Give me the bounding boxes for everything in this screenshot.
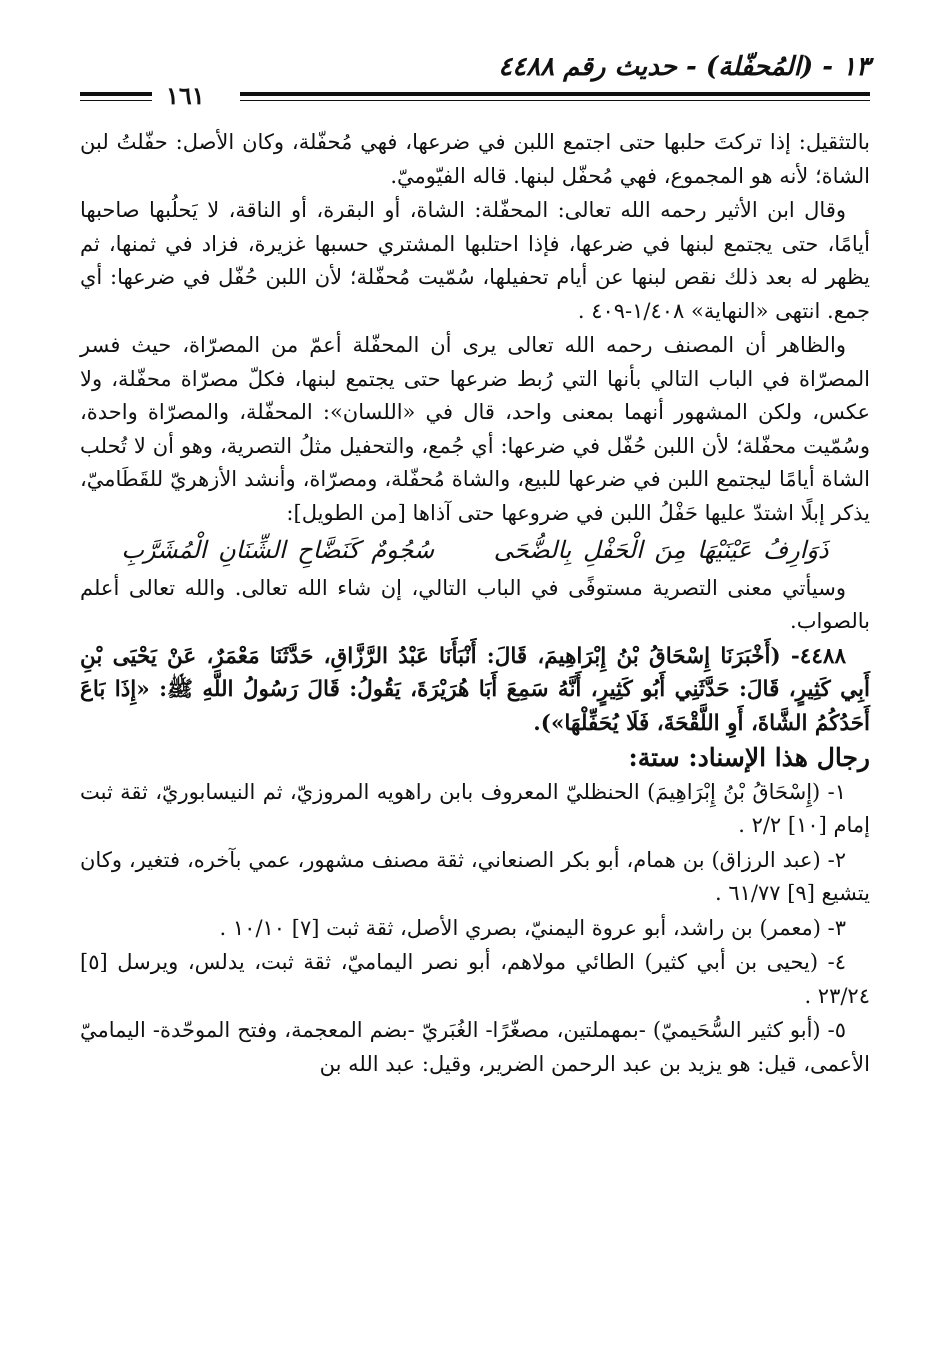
narrator-entry: ١- (إِسْحَاقُ بْنُ إِبْرَاهِيمَ) الحنظليّ المعروف بابن راهويه المروزيّ، ثم النيسابوريّ، ثقة ثبت إمام [١٠] ٢/٢ . bbox=[80, 779, 870, 837]
running-title: ١٣ - (المُحفّلة) - حديث رقم ٤٤٨٨ bbox=[498, 52, 870, 82]
section-title: رجال هذا الإسناد: ستة: bbox=[628, 743, 870, 772]
paragraph: بالتثقيل: إذا تركتَ حلبها حتى اجتمع اللبن في ضرعها، فهي مُحفّلة، وكان الأصل: حفّلتُ لبن الشاة؛ لأنه هو المجموع، فهي مُحفّل لبنها. قاله الفيّوميّ. bbox=[80, 130, 871, 188]
body-text bbox=[80, 126, 870, 1082]
hadith-text: ٤٤٨٨- (أَخْبَرَنَا إِسْحَاقُ بْنُ إِبْرَاهِيمَ، قَالَ: أَنْبَأَنَا عَبْدُ الرَّزَّاقِ، حَدَّثَنَا مَعْمَرٌ، عَنْ يَحْيَى بْنِ أَبِي كَثِيرٍ، قَالَ: حَدَّثَنِي أَبُو كَثِيرٍ، أَنَّهُ سَمِعَ أَبَا هُرَيْرَةَ، يَقُولُ: قَالَ رَسُولُ اللَّهِ ﷺ: «إِذَا بَاعَ أَحَدُكُمُ الشَّاةَ، أَوِ اللَّقْحَةَ، فَلَا يُحَفِّلْهَا»). bbox=[80, 643, 870, 736]
page-number: ١٦١ bbox=[158, 84, 213, 108]
verse-hemistich-first: ذَوَارِفُ عَيْنَيْهَا مِنَ الْحَفْلِ بِالضُّحَى bbox=[493, 536, 829, 564]
narrator-entry: ٤- (يحيى بن أبي كثير) الطائي مولاهم، أبو نصر اليماميّ، ثقة ثبت، يدلس، ويرسل [٥] ٢٣/٢٤ . bbox=[80, 950, 870, 1008]
book-page bbox=[80, 50, 870, 1350]
narrator-entry: ٣- (معمر) بن راشد، أبو عروة اليمنيّ، بصري الأصل، ثقة ثبت [٧] ١٠/١٠ . bbox=[219, 915, 846, 940]
narrator-entry: ٥- (أبو كثير السُّحَيميّ) -بمهملتين، مصغّرًا- الغُبَريّ -بضم المعجمة، وفتح الموحّدة- اليماميّ الأعمى، قيل: هو يزيد بن عبد الرحمن الضرير، وقيل: عبد الله بن bbox=[80, 1018, 870, 1076]
page-header bbox=[80, 50, 870, 110]
poetry-verse bbox=[80, 534, 870, 568]
narrator-entry: ٢- (عبد الرزاق) بن همام، أبو بكر الصنعاني، ثقة مصنف مشهور، عمي بآخره، فتغير، وكان يتشيع [٩] ٦١/٧٧ . bbox=[80, 847, 870, 905]
paragraph: وقال ابن الأثير رحمه الله تعالى: المحفّلة: الشاة، أو البقرة، أو الناقة، لا يَحلُبها صاحبها أيامًا، حتى يجتمع لبنها في ضرعها، فإذا احتلبها المشتري حسبها غزيرة، فزاد في ثمنها، ثم يظهر له بعد ذلك نقص لبنها عن أيام تحفيلها، سُمّيت مُحفّلة؛ لأن اللبن حُفّل في ضرعها: أي جمع. انتهى «النهاية» ١/٤٠٨-٤٠٩ . bbox=[80, 198, 870, 323]
paragraph: والظاهر أن المصنف رحمه الله تعالى يرى أن المحفّلة أعمّ من المصرّاة، حيث فسر المصرّاة في الباب التالي بأنها التي رُبط ضرعها حتى يجتمع لبنها، فكلّ مصرّاة محفّلة، ولا عكس، ولكن المشهور أنهما بمعنى واحد، قال في «اللسان»: المحفّلة، والمصرّاة واحدة، وسُمّيت محفّلة؛ لأن اللبن حُفّل في ضرعها: أي جُمع، والتحفيل مثلُ التصرية، وهو أن لا تُحلب الشاة أيامًا ليجتمع اللبن في ضرعها للبيع، والشاة مُحفّلة، ومصرّاة، وأنشد الأزهريّ للقَطَاميّ، يذكر إبلًا اشتدّ عليها حَفْلُ اللبن في ضروعها حتى آذاها [من الطويل]: bbox=[80, 333, 870, 525]
header-rule-left bbox=[80, 92, 152, 106]
header-rule-right bbox=[240, 92, 870, 106]
paragraph: وسيأتي معنى التصرية مستوفًى في الباب التالي، إن شاء الله تعالى. والله تعالى أعلم بالصواب. bbox=[80, 575, 870, 633]
verse-hemistich-second: سُجُومٌ كَنَضَّاحِ الشِّنَانِ الْمُشَرَّبِ bbox=[121, 536, 435, 564]
